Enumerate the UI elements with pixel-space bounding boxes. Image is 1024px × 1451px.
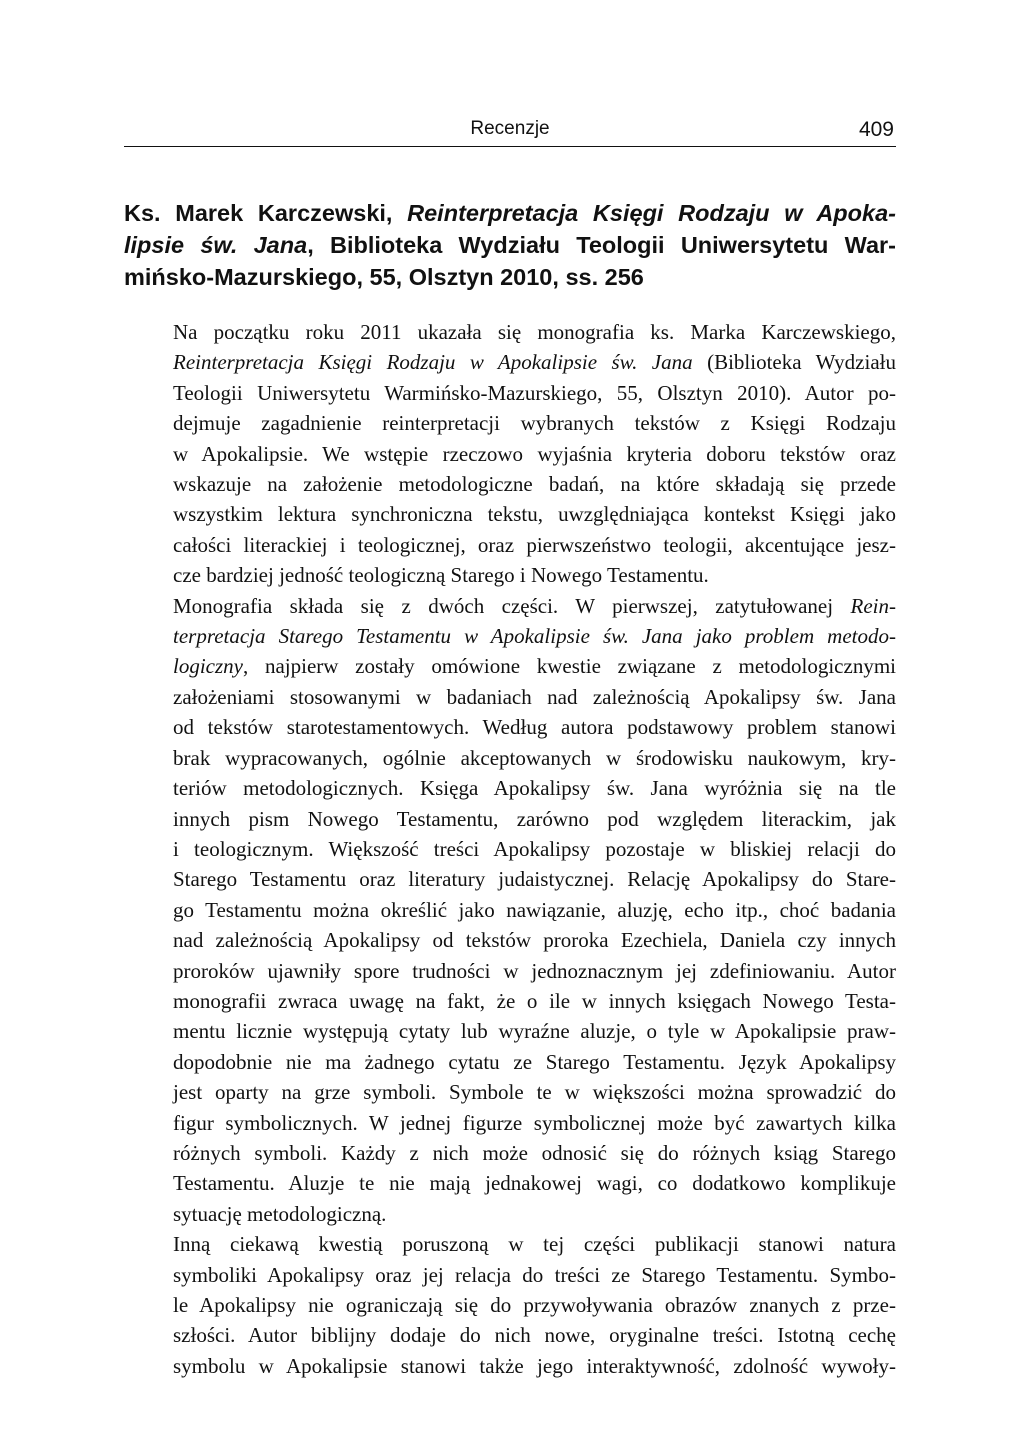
text-line: le Apokalipsy nie ograniczają się do przywoływania obrazów znanych z prze- — [173, 1293, 896, 1317]
heading-book-title: lipsie św. Jana — [124, 232, 308, 258]
text-line: wszystkim lektura synchroniczna tekstu, uwzględniająca kontekst Księgi jako — [173, 502, 896, 527]
text-line: cze bardziej jedność teologiczną Starego i Nowego Testamentu. — [173, 563, 709, 588]
text-line: Testamentu. Aluzje te nie mają jednakowej wagi, co dodatkowo komplikuje — [173, 1171, 896, 1196]
text-line: proroków ujawniły spore trudności w jednoznacznym jej zdefiniowaniu. Autor — [173, 958, 896, 983]
text-line: od tekstów starotestamentowych. Według autora podstawowy problem stanowi — [173, 715, 896, 740]
text-fragment: (Biblioteka Wydziału — [692, 350, 896, 375]
review-body — [124, 317, 896, 1381]
text-line: Teologii Uniwersytetu Warmińsko-Mazurskiego, 55, Olsztyn 2010). Autor po- — [173, 380, 896, 405]
paragraph-3 — [124, 1229, 896, 1381]
running-title: Recenzje — [470, 118, 550, 139]
part-title: logiczny — [173, 654, 243, 679]
text-line: brak wypracowanych, ogólnie akceptowanych w środowisku naukowym, kry- — [173, 745, 896, 770]
text-line: teriów metodologicznych. Księga Apokalipsy św. Jana wyróżnia się na tle — [173, 776, 896, 801]
text-line: mentu licznie występują cytaty lub wyraźne aluzje, o tyle w Apokalipsie praw- — [173, 1019, 896, 1044]
text-line: symbolu w Apokalipsie stanowi także jego interaktywność, zdolność wywoły- — [173, 1353, 896, 1378]
heading-book-title: Reinterpretacja Księgi Rodzaju w Apoka- — [407, 200, 896, 226]
text-fragment: Monografia składa się z dwóch części. W pierwszej, zatytułowanej — [173, 593, 851, 618]
heading-author: Ks. Marek Karczewski, — [124, 200, 408, 226]
text-line: dejmuje zagadnienie reinterpretacji wybranych tekstów z Księgi Rodzaju — [173, 411, 896, 436]
text-line: wskazuje na założenie metodologiczne badań, na które składają się przede — [173, 472, 896, 497]
page-number: 409 — [858, 118, 894, 141]
book-title: Reinterpretacja Księgi Rodzaju w Apokalipsie św. Jana — [173, 350, 693, 375]
text-line: go Testamentu można określić jako nawiązanie, aluzję, echo itp., choć badania — [173, 897, 896, 922]
text-line: i teologicznym. Większość treści Apokalipsy pozostaje w bliskiej relacji do — [173, 836, 896, 861]
text-line: Starego Testamentu oraz literatury judaistycznej. Relację Apokalipsy do Stare- — [173, 867, 896, 892]
text-line: jest oparty na grze symboli. Symbole te w większości można sprowadzić do — [173, 1080, 896, 1105]
text-line: nad zależnością Apokalipsy od tekstów proroka Ezechiela, Daniela czy innych — [173, 928, 896, 953]
text-line: dopodobnie nie ma żadnego cytatu ze Starego Testamentu. Język Apokalipsy — [173, 1049, 896, 1074]
heading-line — [124, 197, 896, 229]
paragraph-1 — [124, 317, 896, 591]
part-title: Rein- — [850, 593, 896, 618]
heading-publisher: , Biblioteka Wydziału Teologii Uniwersytetu War- — [307, 232, 896, 258]
text-line: całości literackiej i teologicznej, oraz pierwszeństwo teologii, akcentujące jesz- — [173, 532, 896, 557]
text-line: Na początku roku 2011 ukazała się monografia ks. Marka Karczewskiego, — [173, 320, 896, 344]
text-line: monografii zwraca uwagę na fakt, że o ile w innych księgach Nowego Testa- — [173, 988, 896, 1013]
text-line: w Apokalipsie. We wstępie rzeczowo wyjaśnia kryteria doboru tekstów oraz — [173, 441, 896, 466]
heading-line: mińsko-Mazurskiego, 55, Olsztyn 2010, ss. 256 — [124, 264, 644, 290]
text-line: Inną ciekawą kwestią poruszoną w tej części publikacji stanowi natura — [173, 1232, 896, 1257]
text-line: figur symbolicznych. W jednej figurze symbolicznej może być zawartych kilka — [173, 1110, 896, 1135]
heading-line — [124, 229, 896, 261]
text-line: różnych symboli. Każdy z nich może odnosić się do różnych ksiąg Starego — [173, 1140, 896, 1165]
text-line: szłości. Autor biblijny dodaje do nich nowe, oryginalne treści. Istotną cechę — [173, 1323, 896, 1348]
text-line: innych pism Nowego Testamentu, zarówno pod względem literackim, jak — [173, 806, 896, 831]
running-header — [124, 116, 896, 147]
text-line: symboliki Apokalipsy oraz jej relacja do treści ze Starego Testamentu. Symbo- — [173, 1262, 896, 1287]
text-line: założeniami stosowanymi w badaniach nad zależnością Apokalipsy św. Jana — [173, 684, 896, 709]
text-fragment: , najpierw zostały omówione kwestie związane z metodologicznymi — [242, 654, 896, 679]
text-line — [124, 651, 896, 681]
part-title: terpretacja Starego Testamentu w Apokalipsie św. Jana jako problem metodo- — [173, 624, 896, 649]
text-line: sytuację metodologiczną. — [173, 1201, 387, 1226]
text-line — [124, 347, 896, 377]
text-line — [124, 591, 896, 621]
review-heading — [124, 197, 896, 293]
paragraph-2 — [124, 591, 896, 1230]
